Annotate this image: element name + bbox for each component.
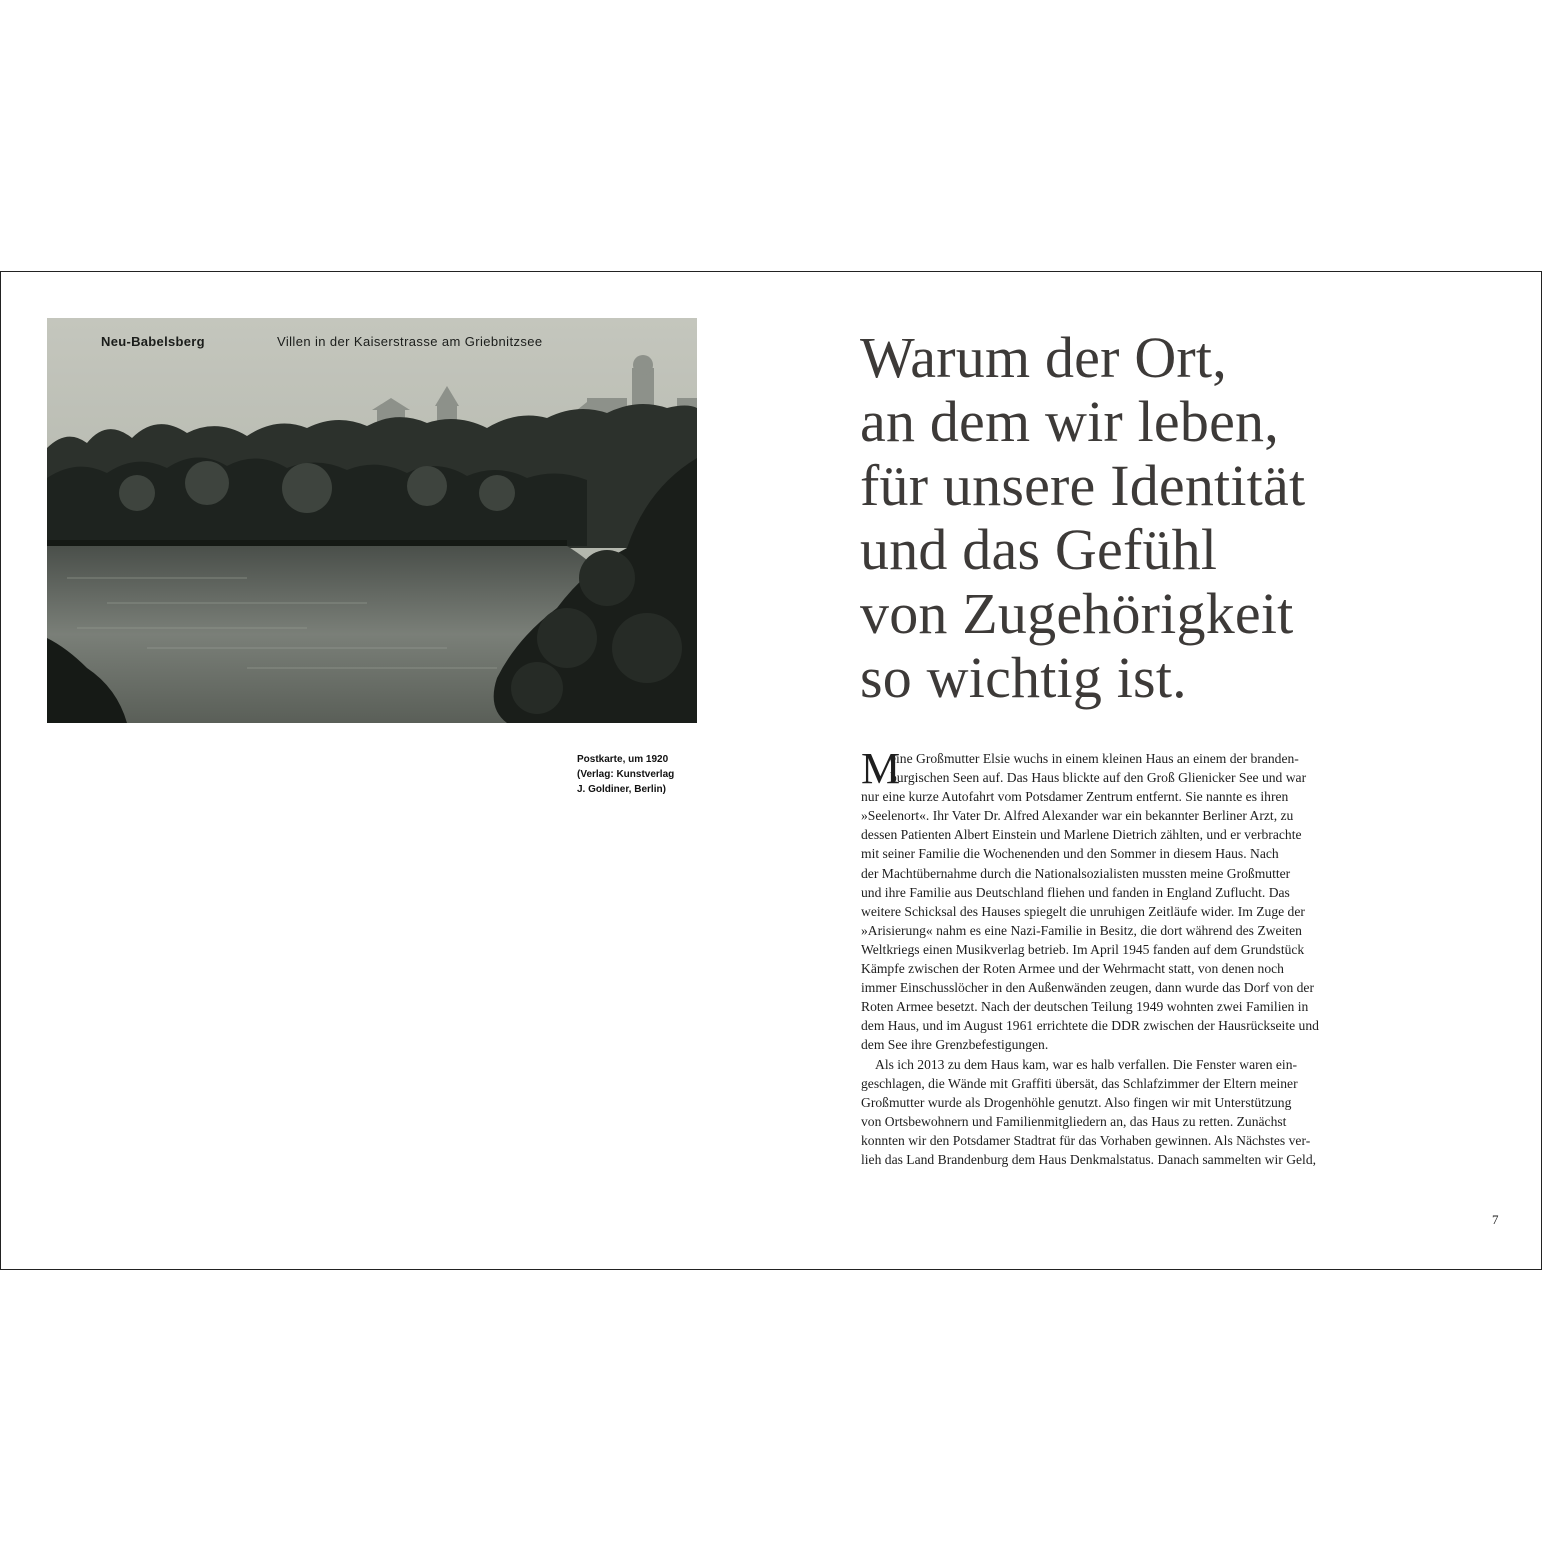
headline-line: an dem wir leben, <box>860 389 1279 454</box>
body-line: dem See ihre Grenzbefestigungen. <box>861 1037 1049 1053</box>
body-text <box>861 744 1331 1169</box>
page-number: 7 <box>1492 1212 1499 1227</box>
caption-line: Postkarte, um 1920 <box>577 754 669 765</box>
body-line: weitere Schicksal des Hauses spiegelt die unruhigen Zeitläufe wider. Im Zuge der <box>861 903 1305 919</box>
postcard-title-left: Neu-Babelsberg <box>101 334 205 349</box>
body-line: eine Großmutter Elsie wuchs in einem kleinen Haus an einem der branden- <box>890 751 1299 766</box>
chapter-headline <box>860 326 1500 710</box>
body-line: Weltkriegs einen Musikverlag betrieb. Im April 1945 fanden auf dem Grundstück <box>861 941 1305 957</box>
caption-line: J. Goldiner, Berlin) <box>577 784 666 795</box>
body-line: nur eine kurze Autofahrt vom Potsdamer Zentrum entfernt. Sie nannte es ihren <box>861 789 1289 805</box>
headline-line: so wichtig ist. <box>860 645 1187 710</box>
body-line: dessen Patienten Albert Einstein und Marlene Dietrich zählten, und er verbrachte <box>861 827 1302 843</box>
body-line: konnten wir den Potsdamer Stadtrat für das Vorhaben gewinnen. Als Nächstes ver- <box>861 1132 1311 1148</box>
body-line: Kämpfe zwischen der Roten Armee und der Wehrmacht statt, von denen noch <box>861 961 1284 977</box>
postcard-photo <box>47 318 697 723</box>
headline-line: Warum der Ort, <box>860 325 1227 390</box>
body-line: von Ortsbewohnern und Familienmitgliedern an, das Haus zu retten. Zunächst <box>861 1113 1287 1129</box>
body-line: Als ich 2013 zu dem Haus kam, war es halb verfallen. Die Fenster waren ein- <box>875 1056 1298 1072</box>
headline-line: von Zugehörigkeit <box>860 581 1294 646</box>
lake-landscape-image <box>47 318 697 723</box>
caption-line: (Verlag: Kunstverlag <box>577 769 675 780</box>
body-line: Großmutter wurde als Drogenhöhle genutzt. Also fingen wir mit Unterstützung <box>861 1094 1292 1110</box>
body-line: »Arisierung« nahm es eine Nazi-Familie in Besitz, die dort während des Zweiten <box>861 922 1302 938</box>
body-line: Roten Armee besetzt. Nach der deutschen Teilung 1949 wohnten zwei Familien in <box>861 999 1309 1015</box>
body-line: burgischen Seen auf. Das Haus blickte auf den Groß Glienicker See und war <box>890 770 1307 786</box>
drop-cap: M <box>861 744 901 793</box>
headline-line: für unsere Identität <box>860 453 1306 518</box>
body-line: und ihre Familie aus Deutschland fliehen und fanden in England Zuflucht. Das <box>861 884 1290 900</box>
body-line: »Seelenort«. Ihr Vater Dr. Alfred Alexander war ein bekannter Berliner Arzt, zu <box>861 808 1294 824</box>
postcard-printed-caption <box>47 330 697 354</box>
body-line: dem Haus, und im August 1961 errichtete die DDR zwischen der Hausrückseite und <box>861 1018 1319 1034</box>
body-line: immer Einschusslöcher in den Außenwänden zeugen, dann wurde das Dorf von der <box>861 980 1314 996</box>
body-line: mit seiner Familie die Wochenenden und den Sommer in diesem Haus. Nach <box>861 846 1279 862</box>
photo-caption <box>577 752 707 797</box>
body-line: lieh das Land Brandenburg dem Haus Denkmalstatus. Danach sammelten wir Geld, <box>861 1151 1317 1167</box>
headline-line: und das Gefühl <box>860 517 1218 582</box>
body-line: geschlagen, die Wände mit Graffiti übersät, das Schlafzimmer der Eltern meiner <box>861 1075 1298 1091</box>
book-spread <box>0 271 1542 1270</box>
body-line: der Machtübernahme durch die Nationalsozialisten mussten meine Großmutter <box>861 865 1291 881</box>
postcard-title-right: Villen in der Kaiserstrasse am Griebnitzsee <box>277 334 543 349</box>
